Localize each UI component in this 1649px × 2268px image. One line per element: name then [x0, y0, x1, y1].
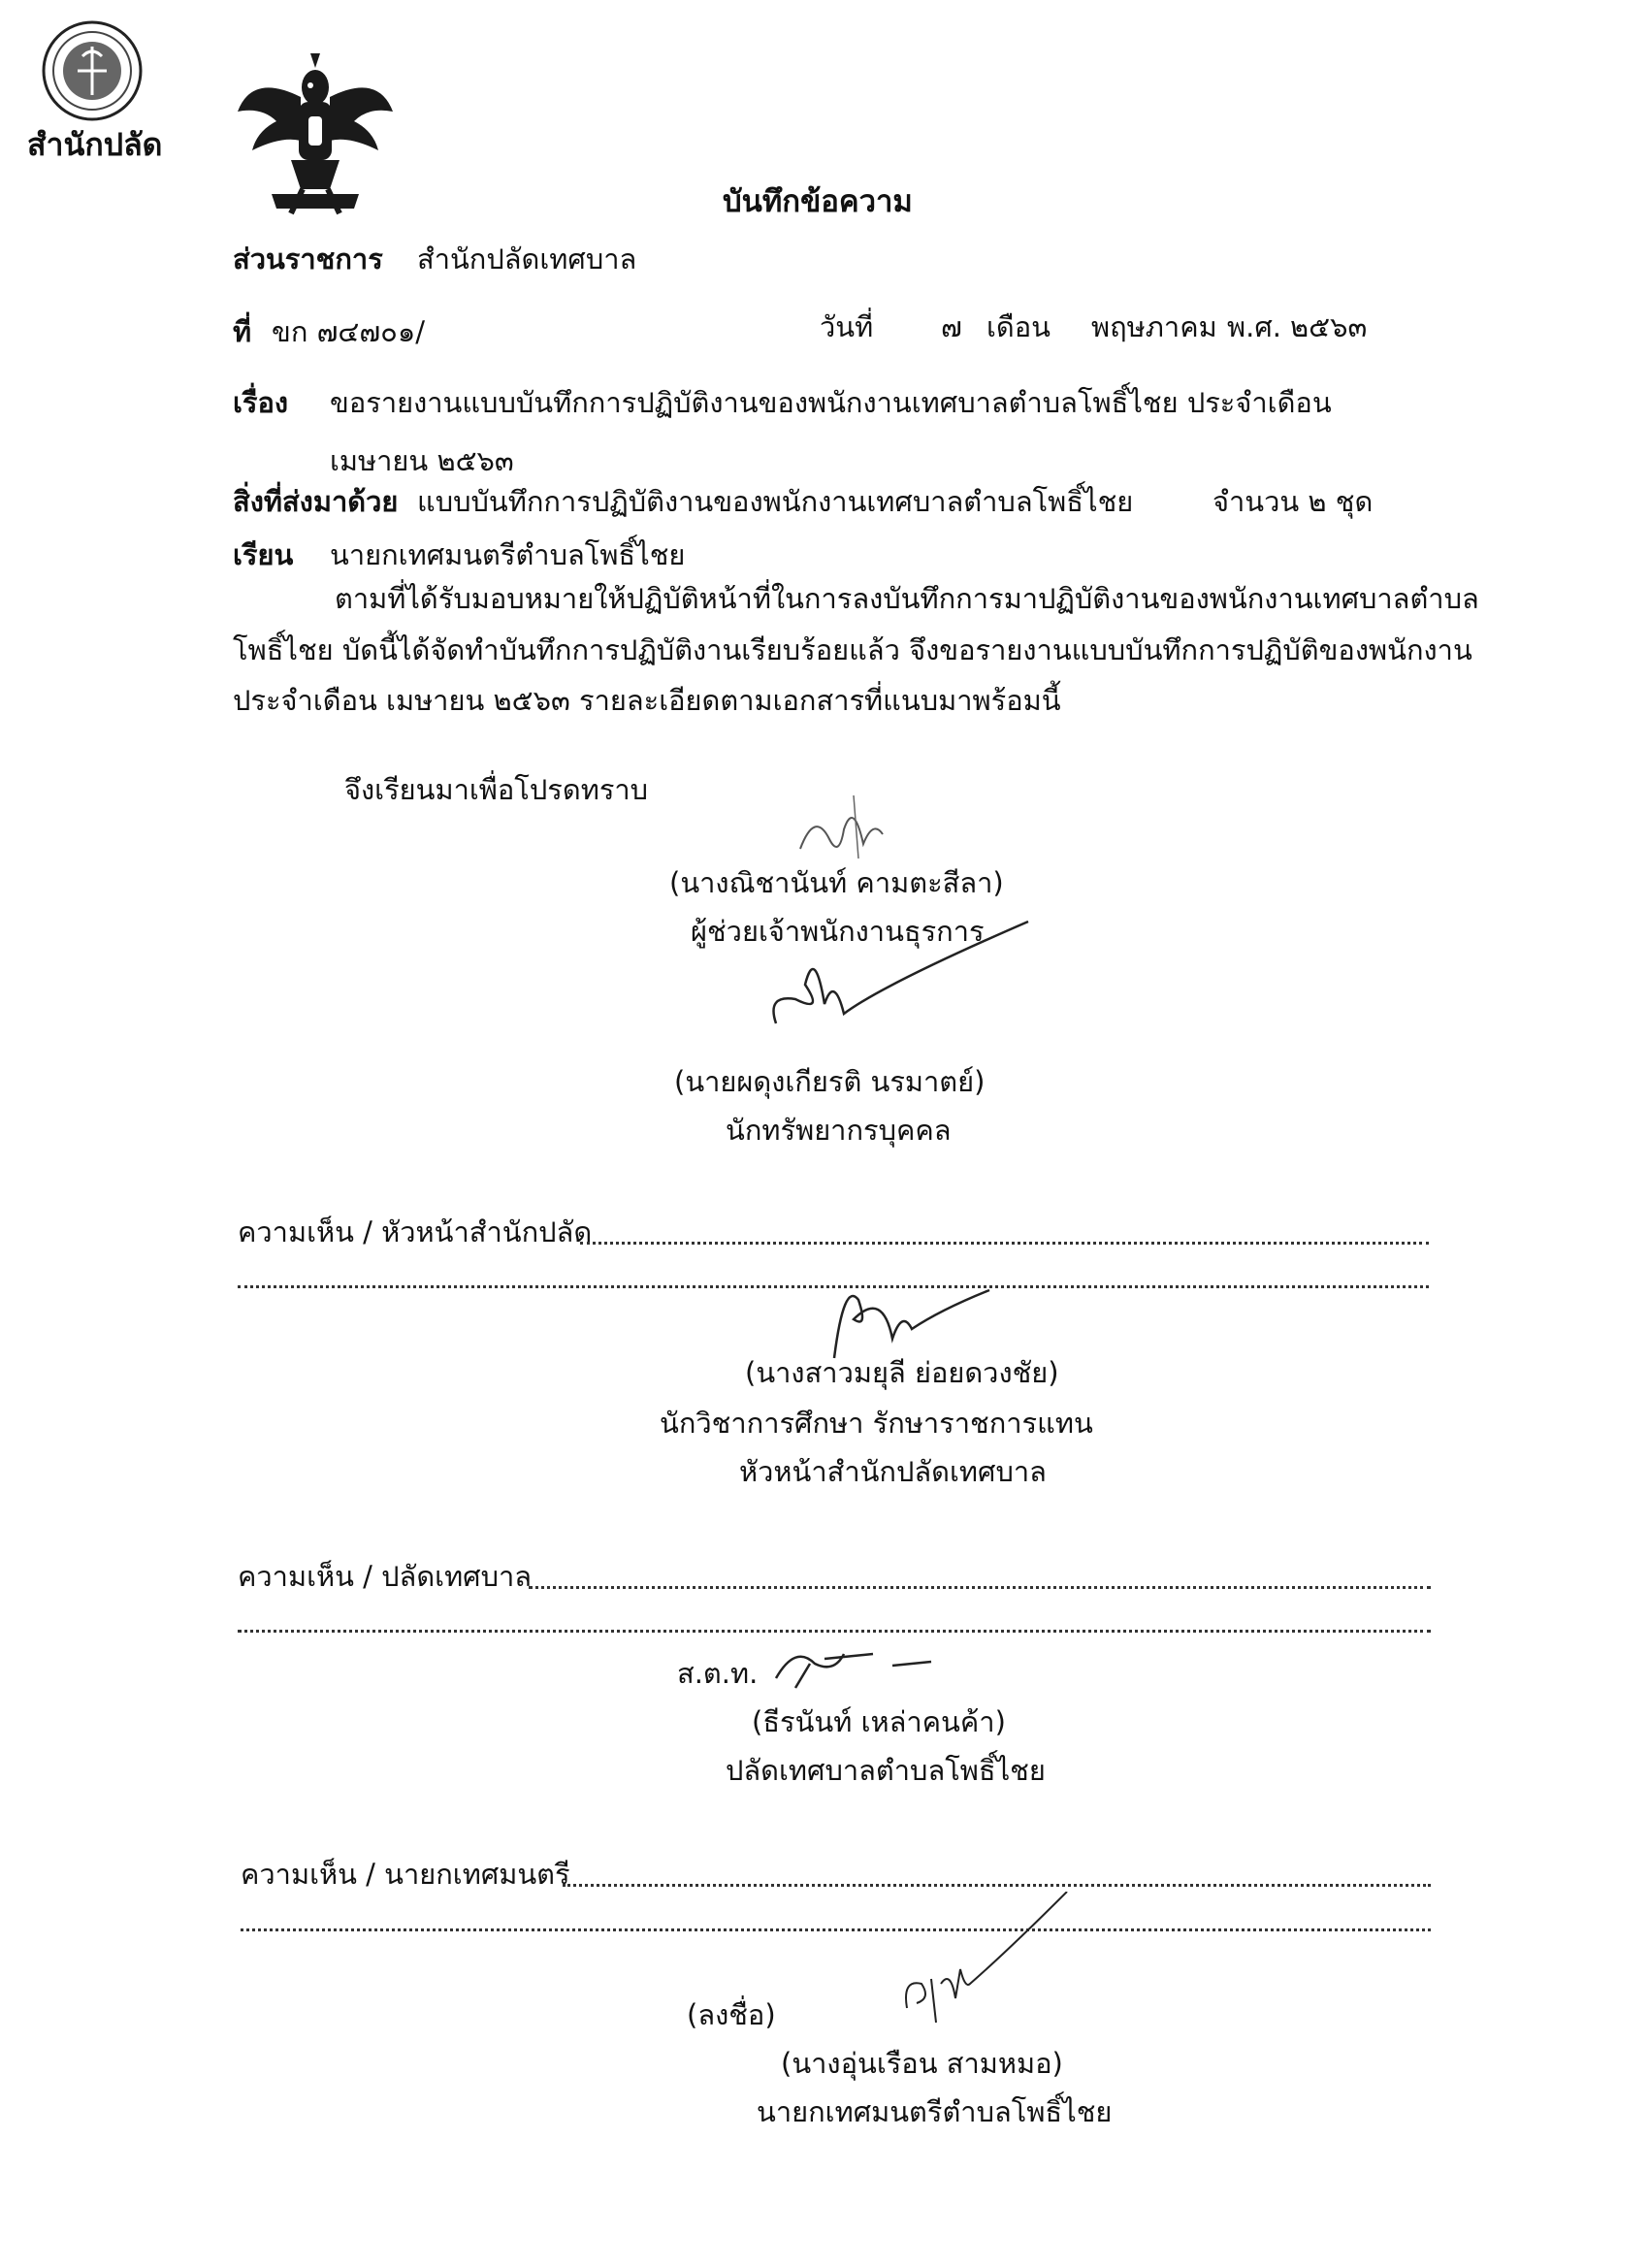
opinion-2-label: ความเห็น / ปลัดเทศบาล — [238, 1560, 533, 1593]
subject-line-2: เมษายน ๒๕๖๓ — [330, 444, 514, 477]
ref-value: ขก ๗๔๗๐๑/ — [272, 315, 426, 348]
body-line-1: ตามที่ได้รับมอบหมายให้ปฏิบัติหน้าที่ในการลงบันทึกการมาปฏิบัติงานของพนักงานเทศบาลตำบล — [335, 582, 1479, 615]
year-label: พ.ศ. — [1227, 310, 1281, 343]
opinion-3-dotline-2 — [241, 1928, 1431, 1931]
signatory-4-position: ปลัดเทศบาลตำบลโพธิ์ไชย — [726, 1754, 1046, 1787]
municipal-seal-stamp — [39, 17, 146, 124]
opinion-3-label: ความเห็น / นายกเทศมนตรี — [241, 1858, 570, 1891]
opinion-3-dotline-1 — [563, 1884, 1431, 1887]
date-day: ๗ — [941, 310, 962, 343]
closing-text: จึงเรียนมาเพื่อโปรดทราบ — [344, 773, 649, 806]
month-label: เดือน — [986, 310, 1051, 343]
stamp-label: สำนักปลัด — [27, 126, 163, 163]
subject-label: เรื่อง — [233, 386, 289, 419]
signature-5 — [892, 1892, 1086, 2047]
subject-line-1: ขอรายงานแบบบันทึกการปฏิบัติงานของพนักงานเทศบาลตำบลโพธิ์ไชย ประจำเดือน — [330, 386, 1332, 419]
to-value: นายกเทศมนตรีตำบลโพธิ์ไชย — [330, 538, 686, 571]
opinion-1-dotline-1 — [580, 1242, 1429, 1245]
memo-title: บันทึกข้อความ — [723, 184, 913, 219]
agency-value: สำนักปลัดเทศบาล — [417, 243, 637, 275]
body-line-2: โพธิ์ไชย บัดนี้ได้จัดทำบันทึกการปฏิบัติงานเรียบร้อยแล้ว จึงขอรายงานแบบบันทึกการปฏิบัติของพนักงาน — [233, 633, 1472, 666]
agency-label: ส่วนราชการ — [233, 243, 383, 275]
date-label: วันที่ — [820, 310, 874, 343]
body-line-3: ประจำเดือน เมษายน ๒๕๖๓ รายละเอียดตามเอกสารที่แนบมาพร้อมนี้ — [233, 684, 1061, 717]
ref-label: ที่ — [233, 315, 252, 348]
opinion-1-label: ความเห็น / หัวหน้าสำนักปลัด — [238, 1215, 593, 1248]
enclosure-label: สิ่งที่ส่งมาด้วย — [233, 485, 399, 518]
signatory-3-position-2: หัวหน้าสำนักปลัดเทศบาล — [739, 1455, 1047, 1488]
signature-4 — [757, 1635, 951, 1693]
signatory-5-prefix: (ลงชื่อ) — [687, 1998, 776, 2031]
garuda-emblem — [233, 53, 398, 218]
year-value: ๒๕๖๓ — [1290, 310, 1368, 343]
month-value: พฤษภาคม — [1091, 310, 1217, 343]
to-label: เรียน — [233, 538, 294, 571]
signatory-2-position: นักทรัพยากรบุคคล — [726, 1114, 952, 1147]
opinion-2-dotline-2 — [238, 1630, 1431, 1633]
signature-2 — [757, 907, 1048, 1043]
signature-3 — [815, 1261, 1009, 1368]
signatory-5-name: (นางอุ่นเรือน สามหมอ) — [781, 2047, 1063, 2080]
signatory-5-position: นายกเทศมนตรีตำบลโพธิ์ไชย — [757, 2095, 1113, 2128]
enclosure-qty: จำนวน ๒ ชุด — [1212, 485, 1374, 518]
signatory-4-name: (ธีรนันท์ เหล่าคนค้า) — [752, 1705, 1006, 1738]
signatory-1-position: ผู้ช่วยเจ้าพนักงานธุรการ — [691, 915, 985, 948]
signatory-1-name: (นางณิชานันท์ คามตะสีลา) — [669, 866, 1004, 899]
signature-1 — [786, 791, 960, 868]
enclosure-value: แบบบันทึกการปฏิบัติงานของพนักงานเทศบาลตำบลโพธิ์ไชย — [417, 485, 1134, 518]
signatory-3-position: นักวิชาการศึกษา รักษาราชการแทน — [660, 1407, 1093, 1440]
signatory-3-name: (นางสาวมยุลี ย่อยดวงชัย) — [745, 1356, 1059, 1389]
opinion-2-dotline-1 — [529, 1586, 1431, 1589]
signatory-2-name: (นายผดุงเกียรติ นรมาตย์) — [674, 1065, 986, 1098]
signatory-4-prefix: ส.ต.ท. — [677, 1657, 759, 1690]
